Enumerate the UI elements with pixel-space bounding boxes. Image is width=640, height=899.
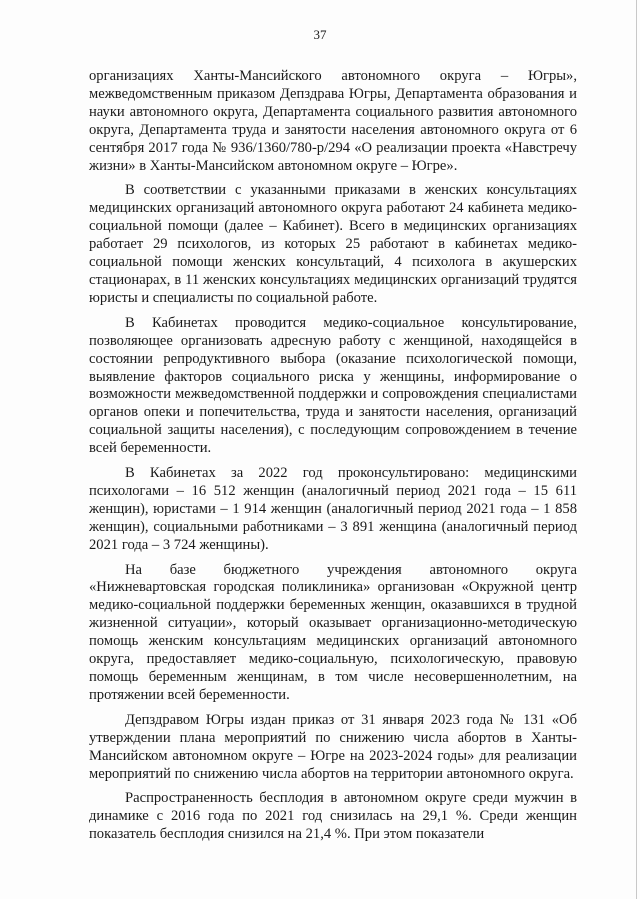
paragraph-6: Депздравом Югры издан приказ от 31 января 2023 года № 131 «Об утверждении плана мероприятий по снижению числа абортов в Ханты-Мансийском автономном округе – Югре на 2023-2024 годы» для реализации мероприятий по снижению числа абортов на территории автономного округа. — [89, 711, 577, 782]
paragraph-3: В Кабинетах проводится медико-социальное консультирование, позволяющее организовать адресную работу с женщиной, находящейся в состоянии репродуктивного выбора (оказание психологической помощи, выявление факторов социального риска у женщины, информирование о возможности межведомственной поддержки и сопровождения специалистами органов опеки и попечительства, труда и занятости населения, организаций социальной защиты населения), с последующим сопровождением в течение всей беременности. — [89, 314, 577, 457]
page-number: 37 — [313, 27, 327, 42]
paragraph-7: Распространенность бесплодия в автономном округе среди мужчин в динамике с 2016 года по 2021 год снизилась на 29,1 %. Среди женщин показатель бесплодия снизился на 21,4 %. При этом показатели — [89, 790, 577, 843]
scan-edge-line — [636, 0, 637, 899]
paragraph-5: На базе бюджетного учреждения автономного округа «Нижневартовская городская поликлиника» организован «Окружной центр медико-социальной поддержки беременных женщин, оказавшихся в трудной жизненной ситуации», который оказывает организационно-методическую помощь женским консультациям медицинских организаций автономного округа, предоставляет медико-социальную, психологическую, правовую помощь беременным женщинам, в том числе несовершеннолетним, на протяжении всей беременности. — [89, 561, 577, 703]
paragraph-1: организациях Ханты-Мансийского автономного округа – Югры», межведомственным приказом Депздрава Югры, Департамента образования и науки автономного округа, Департамента социального развития автономного округа, Департамента труда и занятости населения автономного округа от 6 сентября 2017 года № 936/1360/780-р/294 «О реализации проекта «Навстречу жизни» в Ханты-Мансийском автономном округе – Югре». — [89, 68, 577, 174]
document-body — [89, 68, 577, 851]
paragraph-4: В Кабинетах за 2022 год проконсультировано: медицинскими психологами – 16 512 женщин (аналогичный период 2021 года – 15 611 женщин), юристами – 1 914 женщин (аналогичный период 2021 года – 1 858 женщин), социальными работниками – 3 891 женщина (аналогичный период 2021 года – 3 724 женщины). — [89, 465, 577, 553]
paragraph-2: В соответствии с указанными приказами в женских консультациях медицинских организаций автономного округа работают 24 кабинета медико-социальной помощи (далее – Кабинет). Всего в медицинских организациях работает 29 психологов, из которых 25 работают в кабинетах медико-социальной помощи женских консультаций, 4 психолога в акушерских стационарах, в 11 женских консультациях медицинских организаций трудятся юристы и специалисты по социальной работе. — [89, 182, 577, 306]
